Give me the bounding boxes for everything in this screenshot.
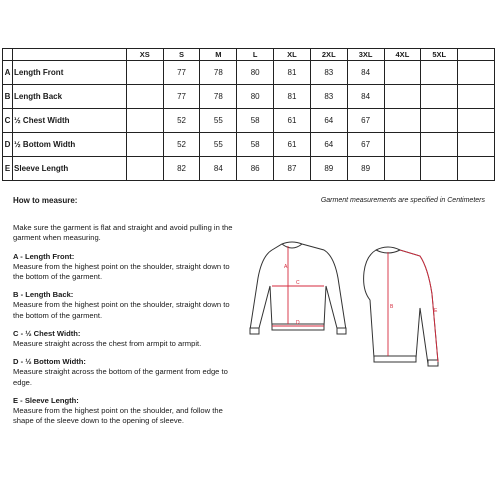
row-label: Length Front <box>13 61 127 85</box>
table-cell: 84 <box>347 85 384 109</box>
table-cell: 77 <box>163 85 200 109</box>
label-c: C <box>296 280 300 286</box>
row-letter: C <box>3 109 13 133</box>
table-cell: 52 <box>163 109 200 133</box>
table-row <box>3 157 495 181</box>
table-row <box>3 61 495 85</box>
guide-step <box>13 252 238 283</box>
table-cell <box>384 61 421 85</box>
size-header: XS <box>126 49 163 61</box>
table-cell: 64 <box>310 133 347 157</box>
row-label: ½ Bottom Width <box>13 133 127 157</box>
table-cell: 86 <box>237 157 274 181</box>
table-cell <box>458 61 495 85</box>
header-empty-label <box>13 49 127 61</box>
table-cell <box>421 133 458 157</box>
table-cell: 83 <box>310 61 347 85</box>
guide-step <box>13 329 238 349</box>
label-b: B <box>390 304 394 310</box>
table-cell: 83 <box>310 85 347 109</box>
guide-heading: How to measure: <box>13 196 78 205</box>
step-title: D - ½ Bottom Width: <box>13 357 86 367</box>
header-empty-letter <box>3 49 13 61</box>
table-cell: 61 <box>274 109 311 133</box>
row-label: ½ Chest Width <box>13 109 127 133</box>
table-cell: 81 <box>274 85 311 109</box>
step-text: Measure straight across the chest from armpit to armpit. <box>13 339 202 349</box>
guide-intro: Make sure the garment is flat and straight and avoid pulling in the garment when measuring. <box>13 223 233 243</box>
guide-step <box>13 396 238 427</box>
table-cell <box>126 133 163 157</box>
table-cell: 55 <box>200 133 237 157</box>
measuring-guide <box>13 196 238 434</box>
row-label: Length Back <box>13 85 127 109</box>
step-text: Measure from the highest point on the shoulder, straight down to the bottom of the garment. <box>13 300 230 320</box>
table-cell <box>126 85 163 109</box>
table-cell: 82 <box>163 157 200 181</box>
table-cell: 84 <box>347 61 384 85</box>
step-title: C - ½ Chest Width: <box>13 328 81 338</box>
table-cell <box>384 85 421 109</box>
table-cell: 52 <box>163 133 200 157</box>
table-cell: 87 <box>274 157 311 181</box>
step-text: Measure from the highest point on the shoulder, straight down to the bottom of the garment. <box>13 261 230 282</box>
table-cell: 61 <box>274 133 311 157</box>
table-cell <box>421 157 458 181</box>
step-text: Measure straight across the bottom of the garment from edge to edge. <box>13 367 228 387</box>
size-header: M <box>200 49 237 61</box>
label-a: A <box>284 264 288 270</box>
row-letter: A <box>3 61 13 85</box>
size-header: XL <box>274 49 311 61</box>
table-row <box>3 133 495 157</box>
step-title: B - Length Back: <box>13 290 74 300</box>
table-cell: 58 <box>237 109 274 133</box>
label-d: D <box>296 320 300 326</box>
row-label: Sleeve Length <box>13 157 127 181</box>
table-cell: 55 <box>200 109 237 133</box>
table-cell <box>421 61 458 85</box>
size-header: 2XL <box>310 49 347 61</box>
label-e: E <box>434 308 438 314</box>
table-cell <box>126 109 163 133</box>
table-cell: 64 <box>310 109 347 133</box>
table-cell <box>384 109 421 133</box>
row-letter: D <box>3 133 13 157</box>
size-header: 3XL <box>347 49 384 61</box>
table-cell: 81 <box>274 61 311 85</box>
step-title: A - Length Front: <box>13 251 75 261</box>
size-header-row <box>3 49 495 61</box>
table-row <box>3 109 495 133</box>
step-title: E - Sleeve Length: <box>13 395 79 405</box>
table-cell: 84 <box>200 157 237 181</box>
table-cell: 89 <box>310 157 347 181</box>
row-letter: B <box>3 85 13 109</box>
table-cell: 67 <box>347 133 384 157</box>
size-chart-table <box>2 48 495 181</box>
table-cell <box>458 133 495 157</box>
table-cell <box>421 109 458 133</box>
back-sweatshirt-icon <box>364 247 438 366</box>
table-cell: 77 <box>163 61 200 85</box>
table-cell: 89 <box>347 157 384 181</box>
table-cell: 78 <box>200 61 237 85</box>
table-cell <box>126 157 163 181</box>
table-cell <box>458 85 495 109</box>
guide-step <box>13 290 238 321</box>
table-cell: 80 <box>237 61 274 85</box>
size-header: 4XL <box>384 49 421 61</box>
table-cell: 80 <box>237 85 274 109</box>
table-row <box>3 85 495 109</box>
size-header: 5XL <box>421 49 458 61</box>
table-cell <box>421 85 458 109</box>
table-cell <box>384 133 421 157</box>
table-cell <box>384 157 421 181</box>
step-text: Measure from the highest point on the shoulder, and follow the shape of the sleeve down to the opening of sleeve. <box>13 406 223 426</box>
guide-step <box>13 357 238 388</box>
table-cell <box>126 61 163 85</box>
table-cell: 67 <box>347 109 384 133</box>
table-cell: 78 <box>200 85 237 109</box>
size-header: L <box>237 49 274 61</box>
sweatshirt-diagram <box>248 238 448 378</box>
row-letter: E <box>3 157 13 181</box>
header-empty-extra <box>458 49 495 61</box>
size-header: S <box>163 49 200 61</box>
table-cell: 58 <box>237 133 274 157</box>
units-note: Garment measurements are specified in Centimeters <box>320 197 485 204</box>
table-cell <box>458 109 495 133</box>
table-cell <box>458 157 495 181</box>
